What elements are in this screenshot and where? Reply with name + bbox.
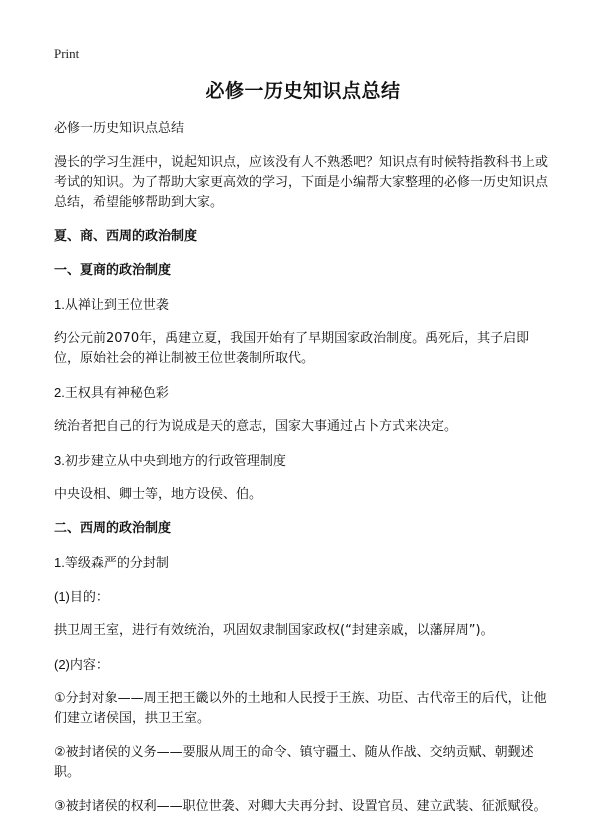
body-paragraph: 中央设相、卿士等，地方设侯、伯。 [54,487,263,502]
subsection-heading: 1.等级森严的分封制 [54,555,169,570]
list-item: ②被封诸侯的义务——要服从周王的命令、镇守疆土、随从作战、交纳贡赋、朝觐述职。 [54,745,534,780]
body-paragraph: 统治者把自己的行为说成是天的意志，国家大事通过占卜方式来决定。 [54,419,458,434]
subsection-heading: 3.初步建立从中央到地方的行政管理制度 [54,453,286,468]
section-heading: 一、夏商的政治制度 [54,263,172,278]
page-title: 必修一历史知识点总结 [205,80,401,102]
body-paragraph: 约公元前2070年，禹建立夏，我国开始有了早期国家政治制度。禹死后，其子启即位，原始社会的禅让制被王位世袭制所取代。 [54,331,530,366]
section-heading: 二、西周的政治制度 [54,521,172,536]
body-paragraph: 拱卫周王室，进行有效统治，巩固奴隶制国家政权(“封建亲戚，以藩屏周”)。 [54,623,494,638]
subsection-heading: 2.王权具有神秘色彩 [54,385,169,400]
subsection-heading: (2)内容： [54,657,109,672]
article-body [54,119,552,817]
list-item: ③被封诸侯的权利——职位世袭、对卿大夫再分封、设置官员、建立武装、征派赋役。 [54,799,547,814]
article-subtitle: 必修一历史知识点总结 [54,121,185,136]
print-link[interactable]: Print [54,46,80,61]
section-heading: 夏、商、西周的政治制度 [54,229,198,244]
subsection-heading: 1.从禅让到王位世袭 [54,297,169,312]
list-item: ①分封对象——周王把王畿以外的土地和人民授于王族、功臣、古代帝王的后代，让他们建立诸侯国，拱卫王室。 [54,691,547,726]
intro-paragraph: 漫长的学习生涯中，说起知识点，应该没有人不熟悉吧？知识点有时候特指教科书上或考试的知识。为了帮助大家更高效的学习，下面是小编帮大家整理的必修一历史知识点总结，希望能够帮助到大家。 [54,155,549,210]
subsection-heading: (1)目的： [54,589,109,604]
